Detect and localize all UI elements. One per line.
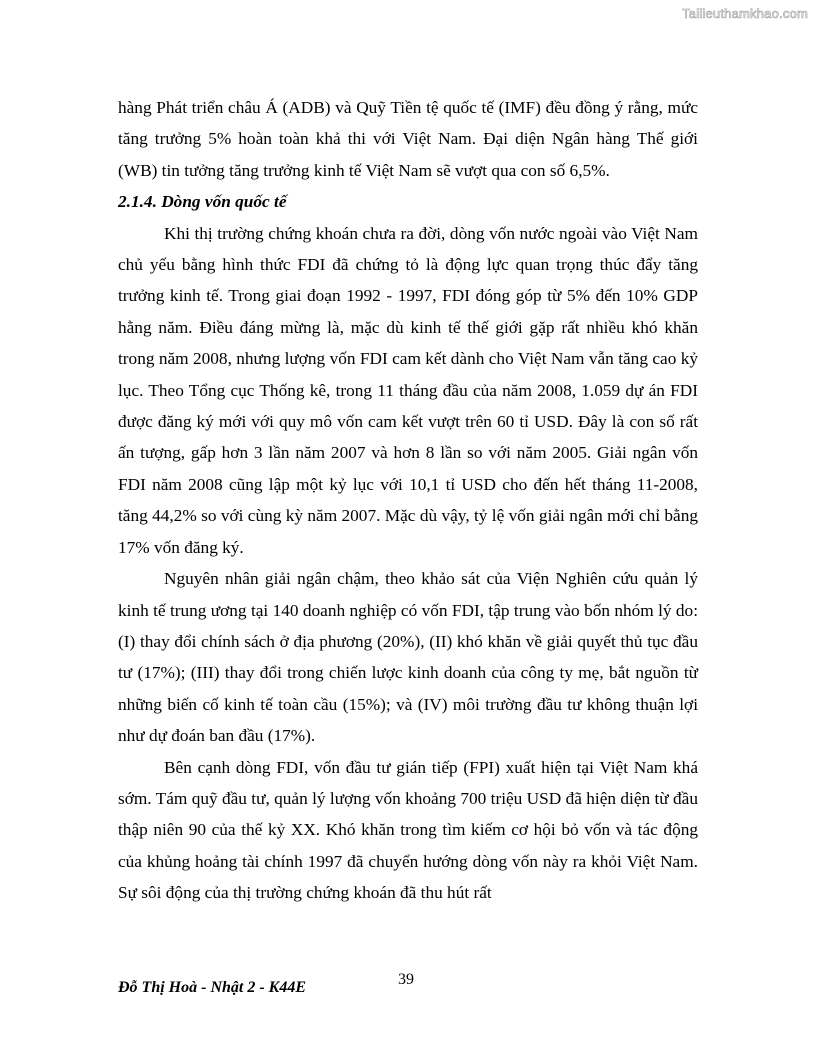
paragraph-fpi: Bên cạnh dòng FDI, vốn đầu tư gián tiếp (FPI) xuất hiện tại Việt Nam khá sớm. Tám quỹ đầu tư, quản lý lượng vốn khoảng 700 triệu USD đã hiện diện từ đầu thập niên 90 của thế kỷ XX. Khó khăn trong tìm kiếm cơ hội bỏ vốn và tác động của khủng hoảng tài chính 1997 đã chuyển hướng dòng vốn này ra khỏi Việt Nam. Sự sôi động của thị trường chứng khoán đã thu hút rất [118,757,698,903]
paragraph-fdi: Khi thị trường chứng khoán chưa ra đời, dòng vốn nước ngoài vào Việt Nam chủ yếu bằng hình thức FDI đã chứng tỏ là động lực quan trọng thúc đẩy tăng trưởng kinh tế. Trong giai đoạn 1992 - 1997, FDI đóng góp từ 5% đến 10% GDP hằng năm. Điều đáng mừng là, mặc dù kinh tế thế giới gặp rất nhiều khó khăn trong năm 2008, nhưng lượng vốn FDI cam kết dành cho Việt Nam vẫn tăng cao kỷ lục. Theo Tổng cục Thống kê, trong 11 tháng đầu của năm 2008, 1.059 dự án FDI được đăng ký mới với quy mô vốn cam kết vượt trên 60 tỉ USD. Đây là con số rất ấn tượng, gấp hơn 3 lần năm 2007 và hơn 8 lần so với năm 2005. Giải ngân vốn FDI năm 2008 cũng lập một kỷ lục với 10,1 tỉ USD cho đến hết tháng 11-2008, tăng 44,2% so với cùng kỳ năm 2007. Mặc dù vậy, tỷ lệ vốn giải ngân mới chỉ bằng 17% vốn đăng ký. [118,223,698,557]
paragraph-disbursement-causes: Nguyên nhân giải ngân chậm, theo khảo sát của Viện Nghiên cứu quản lý kinh tế trung ương tại 140 doanh nghiệp có vốn FDI, tập trung vào bốn nhóm lý do: (I) thay đổi chính sách ở địa phương (20%), (II) khó khăn về giải quyết thủ tục đầu tư (17%); (III) thay đổi trong chiến lược kinh doanh của công ty mẹ, bắt nguồn từ những biến cố kinh tế toàn cầu (15%); và (IV) môi trường đầu tư không thuận lợi như dự đoán ban đầu (17%). [118,569,698,746]
page-number: 39 [398,971,414,988]
watermark-text: Tailieuthamkhao.com [682,6,808,21]
footer-author: Đỗ Thị Hoà - Nhật 2 - K44E [118,979,307,996]
paragraph-continuation: hàng Phát triển châu Á (ADB) và Quỹ Tiền tệ quốc tế (IMF) đều đồng ý rằng, mức tăng trưởng 5% hoàn toàn khả thi với Việt Nam. Đại diện Ngân hàng Thế giới (WB) tin tưởng tăng trưởng kinh tế Việt Nam sẽ vượt qua con số 6,5%. [118,98,698,180]
section-heading: 2.1.4. Dòng vốn quốc tế [118,192,287,212]
document-body [118,92,698,909]
